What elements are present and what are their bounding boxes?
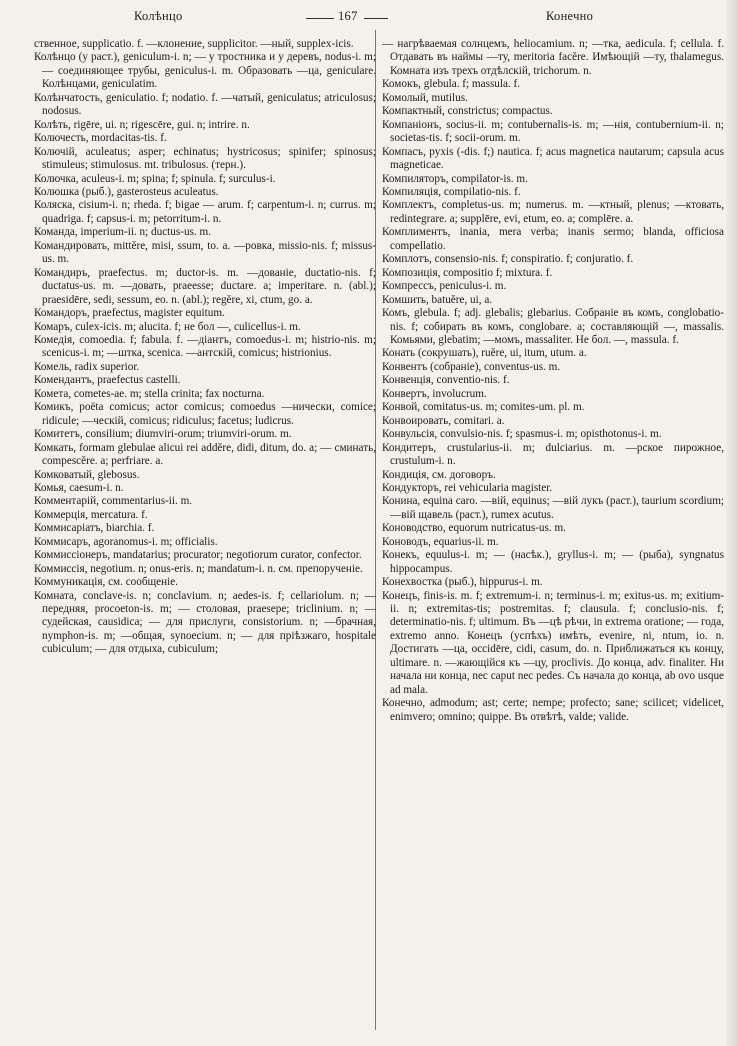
dictionary-entry: Конвульсія, convulsio-nis. f; spasmus-i. m; opisthotonus-i. m. — [382, 428, 662, 441]
header-right-word: Конечно — [546, 9, 594, 23]
page-edge-shadow — [726, 0, 738, 1046]
dictionary-entry: Коммиссіонеръ, mandatarius; procurator; negotiorum curator, confector. — [34, 549, 362, 562]
dictionary-entry: Комикъ, poëta comicus; actor comicus; comoedus —нически, comice; ridicule; —ческій, comicus; ridiculus; facetus; ludicrus. — [34, 401, 376, 427]
dictionary-entry: Командировать, mittĕre, misi, ssum, to. a. —ровка, missio-nis. f; missus-us. m. — [34, 239, 376, 266]
dictionary-entry: Коммуникація, см. сообщеніе. — [34, 576, 178, 589]
dictionary-entry: Конвентъ (собраніе), conventus-us. m. — [382, 360, 561, 373]
header-rule-right — [364, 18, 388, 19]
dictionary-entry: Компасъ, pyxis (-dis. f;) nautica. f; acus magnetica nautarum; capsula acus magneticae. — [382, 145, 724, 172]
dictionary-entry: Колючесть, mordacitas-tis. f. — [34, 132, 167, 145]
dictionary-entry: Комплотъ, consensio-nis. f; conspiratio. f; conjuratio. f. — [382, 253, 634, 266]
dictionary-entry: Кондукторъ, rei vehicularia magister. — [382, 481, 553, 494]
dictionary-entry: ственное, supplicatio. f. —клонение, supplicitor. —ный, supplex-icis. — [34, 38, 354, 50]
page-header — [18, 9, 726, 29]
dictionary-entry: Комокъ, glebula. f; massula. f. — [382, 78, 521, 91]
dictionary-entry: Колѣть, rigēre, ui. n; rigescēre, gui. n; intrire. n. — [34, 118, 250, 131]
dictionary-entry: Компрессъ, peniculus-i. m. — [382, 280, 507, 293]
dictionary-entry: Командоръ, praefectus, magister equitum. — [34, 307, 225, 320]
dictionary-entry: Кондиція, см. договоръ. — [382, 468, 496, 481]
dictionary-entry: Комета, cometes-ae. m; stella crinita; fax nocturna. — [34, 387, 265, 400]
header-rule-left — [306, 18, 334, 19]
dictionary-entry: Компаніонъ, socius-ii. m; contubernalis-is. m; —нія, contubernium-ii. n; societas-tis. f; socii-orum. m. — [382, 118, 724, 145]
dictionary-entry: Колючка, aculeus-i. m; spina; f; spinula. f; surculus-i. — [34, 172, 276, 185]
dictionary-entry: Композиція, compositio f; mixtura. f. — [382, 266, 553, 279]
dictionary-entry: Комплектъ, completus-us. m; numerus. m. —ктный, plenus; —ктовать, redintegrare. a; supplēre, evi, etum, eo. a; complēre. a. — [382, 199, 724, 225]
dictionary-entry: Коляска, cisium-i. n; rheda. f; bigae — arum. f; carpentum-i. n; currus. m; quadriga. f; capsus-i. m; petorritum-i. n. — [34, 199, 376, 225]
dictionary-entry: Конвоировать, comitari. a. — [382, 414, 505, 427]
dictionary-entry: Комолый, mutilus. — [382, 91, 468, 104]
dictionary-entry: Компиляція, compilatio-nis. f. — [382, 185, 521, 198]
dictionary-entry: Комаръ, culex-icis. m; alucita. f; не бол —, culicellus-i. m. — [34, 320, 301, 333]
dictionary-entry: Комкать, formam glebulae alicui rei addĕre, didi, ditum, do. a; — сминать, compescĕre. a; perfriare. a. — [34, 441, 376, 468]
dictionary-entry: — нагрѣваемая солнцемъ, heliocamium. n; —тка, aedicula. f; cellula. f. Отдавать въ наймы —ту, meritoria facĕre. Имѣющій —ту, thalamegus. Комната изъ трехъ отдѣлскій, trichorum. n. — [382, 38, 724, 77]
dictionary-entry: Конвой, comitatus-us. m; comites-um. pl. m. — [382, 401, 585, 414]
dictionary-entry: Коммерція, mercatura. f. — [34, 508, 148, 521]
dictionary-entry: Коммиссія, negotium. n; onus-eris. n; mandatum-i. n. см. препорученіе. — [34, 562, 363, 575]
dictionary-entry: Командиръ, praefectus. m; ductor-is. m. —дованіе, ductatio-nis. f; ductatus-us. m. —довать, praeesse; ductare. a; imperitare. n. (abl.); praesidēre, sedi, sessum, eo. n. (abl.); regĕre, xi, ctum, go. a. — [34, 266, 376, 306]
dictionary-entry: Команда, imperium-ii. n; ductus-us. m. — [34, 226, 211, 239]
header-left-word: Колѣнцо — [134, 9, 183, 23]
dictionary-entry: Компиляторъ, compilator-is. m. — [382, 172, 528, 185]
dictionary-page — [18, 0, 726, 1046]
dictionary-entry: Комья, caesum-i. n. — [34, 481, 124, 494]
dictionary-entry: Конина, equina caro. —вій, equinus; —вій лукъ (раст.), taurium scordium; —вій щавель (раст.), rumex acutus. — [382, 495, 724, 521]
dictionary-entry: Конечно, admodum; ast; certe; nempe; profecto; sane; scilicet; videlicet, enimvero; omnino; quippe. Въ отвѣтѣ, valde; valide. — [382, 697, 724, 723]
dictionary-entry: Комель, radix superior. — [34, 360, 140, 373]
dictionary-entry: Колюшка (рыб.), gasterosteus aculeatus. — [34, 185, 219, 198]
dictionary-entry: Коноводъ, equarius-ii. m. — [382, 535, 499, 548]
dictionary-entry: Конать (сокрушать), ruĕre, ui, itum, utum. a. — [382, 347, 587, 360]
dictionary-entry: Колючій, aculeatus; asper; echinatus; hystricosus; spinifer; spinosus; stimuleus; stimulosus. mt. tribulosus. (терн.). — [34, 145, 376, 172]
dictionary-entry: Комковатый, glebosus. — [34, 468, 140, 481]
dictionary-entry: Комшить, batuĕre, ui, a. — [382, 293, 493, 306]
dictionary-entry: Комедія, comoedia. f; fabula. f. —діантъ, comoedus-i. m; histrio-nis. m; scenicus-i. m; —штка, scenica. —антскій, comicus; histrionius. — [34, 333, 376, 360]
dictionary-entry: Колѣнцо (у раст.), geniculum-i. n; — у тростника и у деревъ, nodus-i. m; — соединяющее трубы, geniculus-i. m. Образовать —ца, geniculare. Колѣнцами, geniculatim. — [34, 51, 376, 91]
dictionary-entry: Конвенція, conventio-nis. f. — [382, 374, 510, 387]
dictionary-entry: Комплиментъ, inania, mera verba; inanis sermo; blanda, officiosa compellatio. — [382, 226, 724, 252]
dictionary-entry: Конехвостка (рыб.), hippurus-i. m. — [382, 576, 543, 589]
right-column — [382, 38, 724, 724]
dictionary-entry: Конвертъ, involucrum. — [382, 387, 487, 400]
dictionary-entry: Комендантъ, praefectus castelli. — [34, 374, 181, 387]
dictionary-entry: Комментарій, commentarius-ii. m. — [34, 495, 193, 508]
dictionary-entry: Колѣнчатость, geniculatio. f; nodatio. f. —чатый, geniculatus; atriculosus; nodosus. — [34, 91, 376, 118]
dictionary-entry: Коноводство, equorum nutricatus-us. m. — [382, 522, 566, 535]
left-column — [34, 38, 376, 657]
dictionary-entry: Комната, conclave-is. n; conclavium. n; aedes-is. f; cellariolum. n; — передняя, procoeton-is. m; — столовая, praesepe; triclinium. n; — судейская, causidica; — для прислуги, consistorium. n; —брачная, nymphon-is. m; —общая, synoecium. n; — для пріѣзжаго, hospitale cubiculum; — для отдыха, cubiculum; — [34, 589, 376, 656]
dictionary-entry: Компактный, constrictus; compactus. — [382, 105, 553, 118]
dictionary-entry: Комитетъ, consilium; diumviri-orum; triumviri-orum. m. — [34, 428, 292, 441]
dictionary-entry: Конекъ, equulus-i. m; — (насѣк.), gryllus-i. m; — (рыба), syngnatus hippocampus. — [382, 549, 724, 575]
dictionary-entry: Коммисаріатъ, biarchia. f. — [34, 522, 155, 535]
dictionary-entry: Коммисаръ, agoranomus-i. m; officialis. — [34, 535, 218, 548]
page-number: 167 — [338, 9, 358, 23]
dictionary-entry: Комъ, glebula. f; adj. glebalis; glebarius. Собраніе въ комъ, conglobatio-nis. f; собирать въ комъ, conglobare. a; составляющій —, massalis. Комьями, glebatim; —момъ, massaliter. Не бол. —, massula. f. — [382, 307, 724, 346]
dictionary-entry: Конецъ, finis-is. m. f; extremum-i. n; terminus-i. m; exitus-us. m; exitium-ii. n; extremitas-tis; postremitas. f; clausula. f; conclusio-nis. f; determinatio-nis. f; ultimum. Въ —цѣ рѣчи, in extrema oratione; — года, extremo anno. Конецъ (успѣхъ) имѣть, evenire, ni, ntum, io. n. Достигать —ца, occidēre, cidi, casum, do. n. Приближаться къ концу, ultimare. n. —жающійся къ —цу, proclivis. До конца, adv. finaliter. Ни начала ни конца, nec caput nec pedes. Съ начала до конца, ab ovo usque ad mala. — [382, 589, 724, 696]
dictionary-entry: Кондитеръ, crustularius-ii. m; dulciarius. m. —рское пирожное, crustulum-i. n. — [382, 441, 724, 468]
